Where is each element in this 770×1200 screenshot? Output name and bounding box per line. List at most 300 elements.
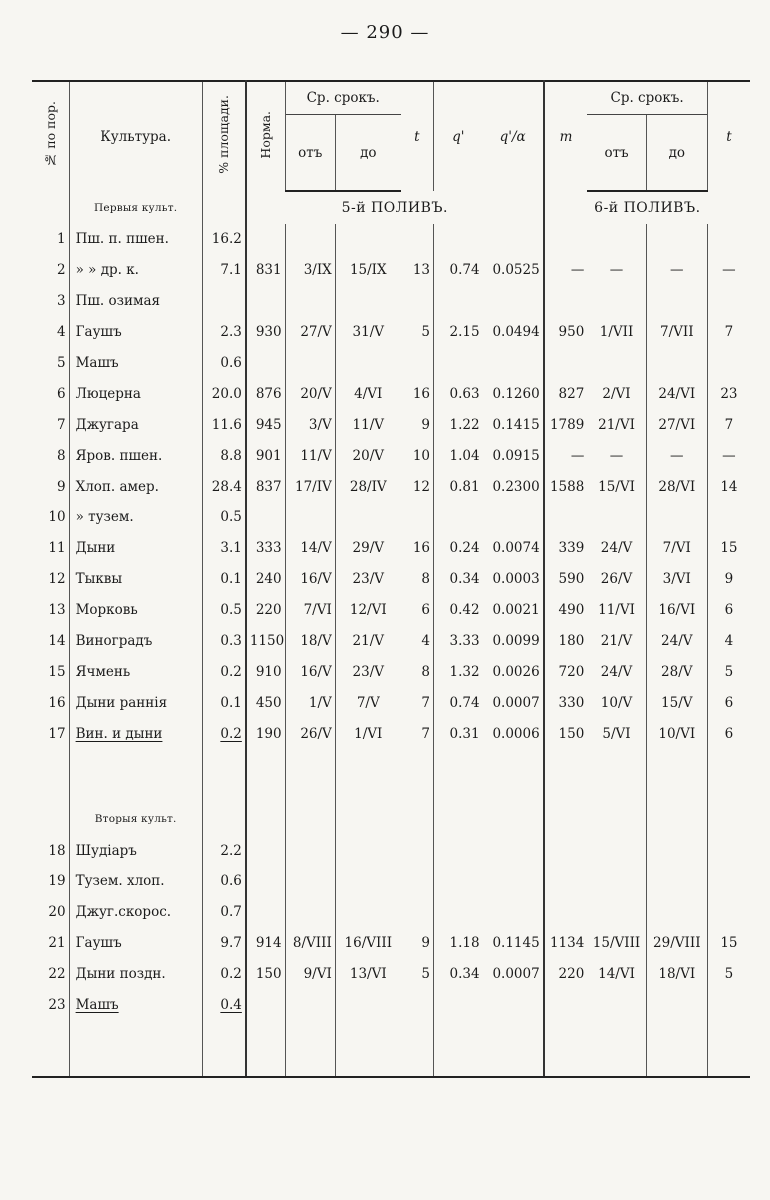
cell-n: 22 [48, 966, 66, 983]
cell-ot2: 21/VI [598, 416, 635, 433]
cell-culture: Дыни [69, 533, 202, 564]
cell-m [544, 990, 588, 1021]
cell-qa [483, 502, 544, 533]
cell-do2: 27/VI [646, 409, 707, 440]
cell-n: 2 [57, 262, 66, 279]
cell-pct: 0.6 [202, 866, 246, 897]
table-row [32, 928, 750, 959]
table-row [32, 656, 750, 687]
cell-qa [483, 286, 544, 317]
cell-culture: Вин. и дыни [69, 718, 202, 749]
cell-qa: 0.1415 [492, 416, 540, 433]
section-gap [32, 749, 750, 803]
section-second-label: Вторыя культ. [69, 803, 202, 835]
cell-m: 490 [544, 595, 588, 626]
header-ot-6: отъ [587, 115, 646, 192]
table-row [32, 286, 750, 317]
cell-ot: 27/V [285, 317, 335, 348]
cell-q [434, 224, 483, 255]
cell-culture: Дыни раннія [69, 687, 202, 718]
header-percent: % площади. [202, 81, 246, 191]
cell-t2 [707, 866, 750, 897]
cell-ot [285, 348, 335, 379]
cell-n: 8 [57, 447, 66, 464]
cell-pct: 8.8 [202, 440, 246, 471]
cell-ot [285, 224, 335, 255]
cell-qa: 0.0525 [492, 262, 540, 279]
cell-ot [285, 897, 335, 928]
cell-m: — [544, 255, 588, 286]
table-row [32, 348, 750, 379]
cell-m: — [544, 440, 588, 471]
cell-do [335, 224, 400, 255]
cell-q: 1.04 [434, 440, 483, 471]
cell-pct: 0.5 [202, 502, 246, 533]
cell-pct: 3.1 [202, 533, 246, 564]
cell-ot: 11/V [285, 440, 335, 471]
cell-do: 21/V [335, 626, 400, 657]
cell-qa: 0.0007 [492, 694, 540, 711]
header-q-5: q' [434, 81, 483, 191]
cell-pct: 9.7 [202, 928, 246, 959]
cell-ot2: 24/V [600, 540, 633, 557]
cell-culture: Машъ [69, 348, 202, 379]
cell-norm: 190 [246, 718, 285, 749]
cell-do2: 16/VI [646, 595, 707, 626]
cell-m [544, 502, 588, 533]
cell-t [401, 897, 434, 928]
cell-n: 12 [48, 571, 66, 588]
cell-q: 0.74 [434, 255, 483, 286]
cell-t2 [707, 224, 750, 255]
cell-t: 8 [421, 571, 430, 588]
cell-qa [483, 835, 544, 866]
cell-pct: 2.2 [202, 835, 246, 866]
cell-n: 5 [57, 355, 66, 371]
cell-ot2 [587, 835, 646, 866]
cell-do2: 7/VI [646, 533, 707, 564]
cell-do: 28/IV [335, 471, 400, 502]
cell-culture: Тузем. хлоп. [69, 866, 202, 897]
cell-m [544, 348, 588, 379]
cell-pct: 0.4 [202, 990, 246, 1021]
cell-ot [285, 866, 335, 897]
cell-culture: Джугара [69, 409, 202, 440]
page-number: — 290 — [340, 22, 430, 43]
cell-norm: 450 [246, 687, 285, 718]
cell-pct: 16.2 [202, 224, 246, 255]
cell-do: 31/V [335, 317, 400, 348]
cell-t [401, 224, 434, 255]
cell-ot: 7/VI [285, 595, 335, 626]
cell-do: 16/VIII [335, 928, 400, 959]
cell-culture: Морковь [69, 595, 202, 626]
table-row [32, 626, 750, 657]
cell-norm: 831 [246, 255, 285, 286]
cell-ot: 14/V [285, 533, 335, 564]
table-row [32, 835, 750, 866]
cell-pct: 0.7 [202, 897, 246, 928]
header-culture: Культура. [69, 81, 202, 191]
cell-do2 [646, 897, 707, 928]
cell-ot: 16/V [285, 564, 335, 595]
cell-norm: 901 [246, 440, 285, 471]
cell-t2 [707, 990, 750, 1021]
cell-ot2 [587, 866, 646, 897]
cell-ot2: 14/VI [598, 966, 635, 983]
cell-m: 590 [544, 564, 588, 595]
cell-do2: 28/VI [646, 471, 707, 502]
cell-qa [483, 897, 544, 928]
cell-ot2: 5/VI [602, 725, 631, 742]
cell-norm: 945 [246, 409, 285, 440]
cell-t: 16 [412, 385, 430, 402]
cell-ot2: 15/VI [598, 478, 635, 495]
cell-do2: 24/V [646, 626, 707, 657]
cell-do2 [646, 502, 707, 533]
cell-do [335, 897, 400, 928]
cell-ot [285, 286, 335, 317]
cell-qa: 0.0007 [492, 966, 540, 983]
cell-norm [246, 286, 285, 317]
table-row [32, 897, 750, 928]
cell-ot: 18/V [285, 626, 335, 657]
cell-q [434, 990, 483, 1021]
cell-t2: — [707, 255, 750, 286]
cell-ot2 [587, 990, 646, 1021]
cell-ot2: — [609, 262, 624, 279]
cell-qa: 0.0003 [492, 571, 540, 588]
cell-t: 12 [412, 478, 430, 495]
table-row [32, 595, 750, 626]
cell-do: 1/VI [335, 718, 400, 749]
cell-qa: 0.1145 [492, 935, 540, 952]
table-row [32, 378, 750, 409]
cell-pct: 0.2 [202, 718, 246, 749]
cell-qa: 0.0494 [492, 324, 540, 341]
cell-do2: 7/VII [646, 317, 707, 348]
cell-t: 5 [421, 324, 430, 341]
header-no: № по пор. [42, 101, 58, 168]
cell-t2 [707, 502, 750, 533]
cell-q [434, 866, 483, 897]
cell-q: 1.18 [434, 928, 483, 959]
cell-t2 [707, 286, 750, 317]
table-row [32, 959, 750, 990]
cell-norm [246, 348, 285, 379]
cell-t: 16 [412, 540, 430, 557]
cell-ot2: 11/VI [598, 602, 635, 619]
cell-norm [246, 866, 285, 897]
cell-t [401, 286, 434, 317]
cell-n: 16 [48, 694, 66, 711]
cell-m: 150 [544, 718, 588, 749]
cell-ot: 3/V [285, 409, 335, 440]
cell-ot2 [587, 286, 646, 317]
cell-do: 7/V [335, 687, 400, 718]
cell-qa [483, 866, 544, 897]
cell-culture: Пш. озимая [69, 286, 202, 317]
cell-t2: 6 [707, 718, 750, 749]
cell-n: 3 [57, 293, 66, 310]
cell-n: 17 [48, 725, 66, 742]
cell-do2: 29/VIII [646, 928, 707, 959]
cell-ot: 17/IV [285, 471, 335, 502]
cell-q [434, 348, 483, 379]
cell-n: 15 [48, 663, 66, 680]
cell-t2: 5 [707, 959, 750, 990]
cell-t2: — [707, 440, 750, 471]
cell-culture: Яров. пшен. [69, 440, 202, 471]
cell-ot2: 15/VIII [592, 935, 641, 952]
cell-pct: 2.3 [202, 317, 246, 348]
cell-norm: 220 [246, 595, 285, 626]
cell-qa: 0.0074 [492, 540, 540, 557]
cell-norm [246, 502, 285, 533]
cell-n: 6 [57, 385, 66, 402]
cell-do2 [646, 990, 707, 1021]
cell-do [335, 866, 400, 897]
section-first-row [32, 191, 750, 224]
header-do-5: до [335, 115, 400, 192]
cell-culture: Гаушъ [69, 928, 202, 959]
cell-t: 10 [412, 447, 430, 464]
cell-q: 0.24 [434, 533, 483, 564]
cell-ot2 [587, 348, 646, 379]
cell-m: 720 [544, 656, 588, 687]
cell-t2: 4 [707, 626, 750, 657]
cell-do2: 15/V [646, 687, 707, 718]
cell-pct: 0.2 [202, 959, 246, 990]
cell-ot2: 24/V [600, 663, 633, 680]
cell-do2: 3/VI [646, 564, 707, 595]
cell-n: 21 [48, 935, 66, 952]
cell-m: 180 [544, 626, 588, 657]
table-bottom [32, 1020, 750, 1077]
cell-qa [483, 990, 544, 1021]
cell-n: 18 [48, 842, 66, 859]
cell-t2: 9 [707, 564, 750, 595]
cell-n: 23 [48, 997, 66, 1014]
cell-m [544, 866, 588, 897]
cell-ot: 1/V [285, 687, 335, 718]
cell-t: 7 [421, 694, 430, 711]
table-row [32, 564, 750, 595]
table-row [32, 990, 750, 1021]
cell-t: 9 [421, 935, 430, 952]
cell-do: 11/V [335, 409, 400, 440]
cell-t2: 7 [707, 409, 750, 440]
cell-pct: 0.6 [202, 348, 246, 379]
cell-q [434, 502, 483, 533]
cell-culture: » » др. к. [69, 255, 202, 286]
cell-culture: Джуг.скорос. [69, 897, 202, 928]
cell-culture: Люцерна [69, 378, 202, 409]
cell-q: 0.81 [434, 471, 483, 502]
cell-pct: 7.1 [202, 255, 246, 286]
cell-norm: 333 [246, 533, 285, 564]
cell-do2 [646, 348, 707, 379]
cell-norm: 914 [246, 928, 285, 959]
cell-pct: 0.2 [202, 656, 246, 687]
cell-do2 [646, 835, 707, 866]
cell-norm [246, 224, 285, 255]
cell-m: 339 [544, 533, 588, 564]
cell-ot2: 26/V [600, 571, 633, 588]
cell-pct: 20.0 [202, 378, 246, 409]
cell-t2 [707, 835, 750, 866]
cell-t: 6 [421, 602, 430, 619]
cell-norm: 1150 [246, 626, 285, 657]
cell-q: 2.15 [434, 317, 483, 348]
cell-do [335, 835, 400, 866]
cell-t2 [707, 348, 750, 379]
cell-pct: 28.4 [202, 471, 246, 502]
cell-t [401, 348, 434, 379]
cell-pct: 0.1 [202, 564, 246, 595]
cell-norm: 930 [246, 317, 285, 348]
header-t-5: t [414, 128, 420, 145]
cell-n: 20 [48, 904, 66, 921]
table-row [32, 317, 750, 348]
cell-n: 13 [48, 602, 66, 619]
table-row [32, 718, 750, 749]
cell-qa: 0.2300 [492, 478, 540, 495]
cell-q: 1.22 [434, 409, 483, 440]
header-ot-5: отъ [285, 115, 335, 192]
cell-t [401, 835, 434, 866]
cell-ot2: 21/V [600, 633, 633, 650]
poliv-5-label: 5-й ПОЛИВЪ. [246, 191, 544, 224]
cell-do2: 24/VI [646, 378, 707, 409]
cell-m: 1789 [544, 409, 588, 440]
table-row [32, 866, 750, 897]
cell-ot: 20/V [285, 378, 335, 409]
cell-t2: 6 [707, 595, 750, 626]
cell-norm: 876 [246, 378, 285, 409]
cell-ot2: — [609, 447, 624, 464]
cell-do [335, 502, 400, 533]
cell-ot2 [587, 897, 646, 928]
cell-norm: 150 [246, 959, 285, 990]
cell-culture: Гаушъ [69, 317, 202, 348]
cell-ot2 [587, 224, 646, 255]
cell-do [335, 990, 400, 1021]
cell-ot2: 1/VII [599, 324, 634, 341]
cell-qa: 0.0026 [492, 663, 540, 680]
cell-t2: 7 [707, 317, 750, 348]
cell-n: 9 [57, 478, 66, 495]
cell-q [434, 835, 483, 866]
cell-t: 9 [421, 416, 430, 433]
cell-ot [285, 502, 335, 533]
cell-t2: 15 [707, 533, 750, 564]
cell-norm [246, 835, 285, 866]
header-sr-srok-5: Ср. срокъ. [285, 81, 401, 115]
cell-m [544, 897, 588, 928]
cell-m: 220 [544, 959, 588, 990]
cell-t: 5 [421, 966, 430, 983]
cell-do: 23/V [335, 564, 400, 595]
cell-do2 [646, 866, 707, 897]
cell-m [544, 835, 588, 866]
cell-norm: 910 [246, 656, 285, 687]
cell-do: 12/VI [335, 595, 400, 626]
cell-do: 13/VI [335, 959, 400, 990]
cell-culture: Виноградъ [69, 626, 202, 657]
cell-t: 4 [421, 633, 430, 650]
cell-ot [285, 990, 335, 1021]
table-row [32, 502, 750, 533]
cell-n: 14 [48, 633, 66, 650]
cell-m: 950 [544, 317, 588, 348]
header-sr-srok-6: Ср. срокъ. [610, 90, 684, 106]
cell-t: 7 [421, 725, 430, 742]
table-row [32, 687, 750, 718]
cell-ot: 8/VIII [285, 928, 335, 959]
cell-do [335, 348, 400, 379]
cell-qa: 0.1260 [492, 385, 540, 402]
cell-t2: 23 [707, 378, 750, 409]
cell-n: 7 [57, 416, 66, 433]
cell-ot: 16/V [285, 656, 335, 687]
cell-do: 20/V [335, 440, 400, 471]
cell-pct: 11.6 [202, 409, 246, 440]
cell-m [544, 224, 588, 255]
cell-do2: — [646, 440, 707, 471]
cell-t2: 6 [707, 687, 750, 718]
cell-norm: 240 [246, 564, 285, 595]
cell-ot2: 2/VI [602, 385, 631, 402]
cell-m: 1134 [544, 928, 588, 959]
cell-q: 1.32 [434, 656, 483, 687]
cell-t2 [707, 897, 750, 928]
cell-ot [285, 835, 335, 866]
cell-qa [483, 224, 544, 255]
cell-qa: 0.0099 [492, 633, 540, 650]
header-do-6: до [646, 115, 707, 192]
section-first-label: Первыя культ. [69, 191, 202, 224]
cell-ot2: 10/V [600, 694, 633, 711]
table-row [32, 440, 750, 471]
cell-q [434, 897, 483, 928]
cell-qa [483, 348, 544, 379]
table-row [32, 255, 750, 286]
header-norma: Норма. [246, 81, 285, 191]
cell-q: 3.33 [434, 626, 483, 657]
poliv-6-label: 6-й ПОЛИВЪ. [544, 191, 750, 224]
cell-qa: 0.0915 [492, 447, 540, 464]
cell-do: 15/IX [335, 255, 400, 286]
cell-norm [246, 897, 285, 928]
cell-qa: 0.0021 [492, 602, 540, 619]
cell-m: 827 [544, 378, 588, 409]
cell-n: 10 [48, 509, 66, 526]
section-second-row [32, 803, 750, 835]
cell-m: 330 [544, 687, 588, 718]
cell-do2 [646, 224, 707, 255]
cell-culture: Машъ [69, 990, 202, 1021]
cell-do: 4/VI [335, 378, 400, 409]
cell-norm: 837 [246, 471, 285, 502]
cell-ot2 [587, 502, 646, 533]
cell-t: 13 [412, 262, 430, 279]
cell-n: 19 [48, 873, 66, 890]
cell-culture: » тузем. [69, 502, 202, 533]
cell-do2 [646, 286, 707, 317]
cell-pct: 0.1 [202, 687, 246, 718]
cell-qa: 0.0006 [492, 725, 540, 742]
